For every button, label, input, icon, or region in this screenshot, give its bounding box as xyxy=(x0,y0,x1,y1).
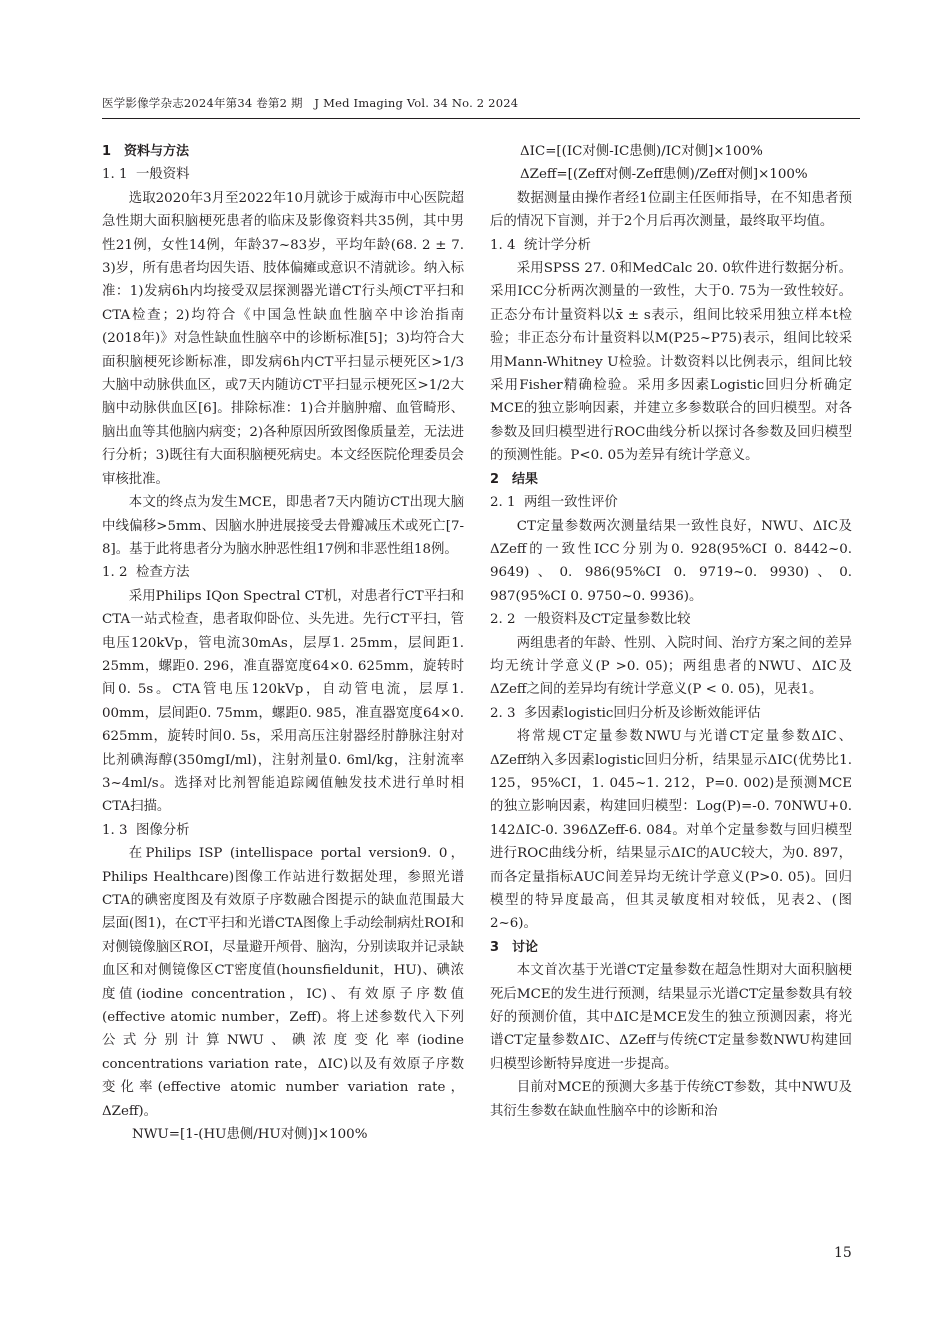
subsection-number: 1. 4 xyxy=(490,237,516,253)
formula: NWU=[1-(HU患侧/HU对侧)]×100% xyxy=(132,1127,368,1143)
paragraph: 采用SPSS 27. 0和MedCalc 20. 0软件进行数据分析。采用ICC分析两次测量的一致性，大于0. 75为一致性较好。正态分布计量资料以x̄ ± s表示，组间比较采用独立样本t检验；非正态分布计量资料以M(P25~P75)表示，组间比较采用Mann-Whitney U检验。计数资料以比例表示，组间比较采用Fisher精确检验。采用多因素Logistic回归分析确定MCE的独立影响因素，并建立多参数联合的回归模型。对各参数及回归模型进行ROC曲线分析以探讨各参数及回归模型的预测性能。P<0. 05为差异有统计学意义。 xyxy=(490,261,852,464)
paragraph: 目前对MCE的预测大多基于传统CT参数，其中NWU及其衍生参数在缺血性脑卒中的诊断和治 xyxy=(490,1080,852,1119)
paragraph: 采用Philips IQon Spectral CT机，对患者行CT平扫和CTA一站式检查，患者取仰卧位、头先进。先行CT平扫，管电压120kVp，管电流30mAs，层厚1. 25mm，层间距1. 25mm，螺距0. 296，准直器宽度64×0. 625mm，旋转时间0. 5s。CTA管电压120kVp，自动管电流，层厚1. 00mm，层间距0. 75mm，螺距0. 985，准直器宽度64×0. 625mm，旋转时间0. 5s，采用高压注射器经肘静脉注射对比剂碘海醇(350mgI/ml)，注射剂量0. 6ml/kg，注射流率3~4ml/s。选择对比剂智能追踪阈值触发技术进行单时相CTA扫描。 xyxy=(102,588,464,815)
paragraph: 本文首次基于光谱CT定量参数在超急性期对大面积脑梗死后MCE的发生进行预测，结果显示光谱CT定量参数具有较好的预测价值，其中ΔIC是MCE发生的独立预测因素，将光谱CT定量参数ΔIC、ΔZeff与传统CT定量参数NWU构建回归模型诊断特异度进一步提高。 xyxy=(490,963,852,1072)
section-heading: 1 资料与方法 xyxy=(102,144,190,159)
subsection-title: 两组一致性评价 xyxy=(524,495,618,511)
subsection-title: 一般资料及CT定量参数比较 xyxy=(524,612,691,628)
subsection-heading xyxy=(102,561,464,584)
subsection-heading xyxy=(102,163,464,186)
subsection-number: 2. 3 xyxy=(490,705,516,721)
paragraph: 选取2020年3月至2022年10月就诊于威海市中心医院超急性期大面积脑梗死患者的临床及影像资料共35例，其中男性21例，女性14例，年龄37~83岁，平均年龄(68. 2 ± 7. 3)岁，所有患者均因失语、肢体偏瘫或意识不清就诊。纳入标准：1)发病6h内均接受双层探测器光谱CT行头颅CT平扫和CTA检查；2)均符合《中国急性缺血性脑卒中诊治指南(2018年)》对急性缺血性脑卒中的诊断标准[5]；3)均符合大面积脑梗死诊断标准，即发病6h内CT平扫显示梗死区>1/3大脑中动脉供血区，或7天内随访CT平扫显示梗死区>1/2大脑中动脉供血区[6]。排除标准：1)合并脑肿瘤、血管畸形、脑出血等其他脑内病变；2)各种原因所致图像质量差，无法进行分析；3)既往有大面积脑梗死病史。本文经医院伦理委员会审核批准。 xyxy=(102,190,464,487)
subsection-heading xyxy=(490,608,852,631)
subsection-heading xyxy=(490,491,852,514)
subsection-number: 2. 2 xyxy=(490,612,516,628)
paragraph: 本文的终点为发生MCE，即患者7天内随访CT出现大脑中线偏移>5mm、因脑水肿进展接受去骨瓣减压术或死亡[7-8]。基于此将患者分为脑水肿恶性组17例和非恶性组18例。 xyxy=(102,495,464,557)
subsection-title: 图像分析 xyxy=(136,822,190,838)
page-number: 15 xyxy=(834,1245,852,1261)
paragraph: 两组患者的年龄、性别、入院时间、治疗方案之间的差异均无统计学意义(P >0. 05)；两组患者的NWU、ΔIC及ΔZeff之间的差异均有统计学意义(P < 0. 05)，见表1。 xyxy=(490,635,852,698)
subsection-title: 一般资料 xyxy=(136,167,190,183)
formula: ΔIC=[(IC对侧-IC患侧)/IC对侧]×100% xyxy=(520,144,763,159)
section-heading: 2 结果 xyxy=(490,471,539,487)
paragraph: 在Philips ISP (intellispace portal version9. 0，Philips Healthcare)图像工作站进行数据处理，参照光谱CTA的碘密度图及有效原子序数融合图提示的缺血范围最大层面(图1)，在CT平扫和光谱CTA图像上手动绘制病灶ROI和对侧镜像脑区ROI，尽量避开颅骨、脑沟，分别读取并记录缺血区和对侧镜像区CT密度值(hounsfieldunit，HU)、碘浓度值(iodine concentration，IC)、有效原子序数值(effective atomic number，Zeff)。将上述参数代入下列公式分别计算NWU、碘浓度变化率(iodine concentrations variation rate，ΔIC)以及有效原子序数变化率(effective atomic number variation rate，ΔZeff)。 xyxy=(102,846,464,1119)
paragraph: 将常规CT定量参数NWU与光谱CT定量参数ΔIC、ΔZeff纳入多因素logistic回归分析，结果显示ΔIC(优势比1. 125，95%CI，1. 045~1. 212，P=0. 002)是预测MCE的独立影响因素，构建回归模型：Log(P)=-0. 70NWU+0. 142ΔIC-0. 396ΔZeff-6. 084。对单个定量参数与回归模型进行ROC曲线分析，结果显示ΔIC的AUC较大，为0. 897，而各定量指标AUC间差异均无统计学意义(P>0. 05)。回归模型的特异度最高，但其灵敏度相对较低，见表2、(图2~6)。 xyxy=(490,729,852,932)
running-header: 医学影像学杂志2024年第34 卷第2 期 J Med Imaging Vol. 34 No. 2 2024 xyxy=(102,96,519,110)
section-heading: 3 讨论 xyxy=(490,939,539,955)
right-column xyxy=(490,140,852,1123)
subsection-heading xyxy=(490,702,852,725)
subsection-heading xyxy=(102,819,464,842)
subsection-heading xyxy=(490,234,852,257)
paragraph: CT定量参数两次测量结果一致性良好，NWU、ΔIC及ΔZeff的一致性ICC分别为0. 928(95%CI 0. 8442~0. 9649)、0. 986(95%CI 0. 9719~0. 9930)、0. 987(95%CI 0. 9750~0. 9936)。 xyxy=(490,518,852,604)
subsection-title: 多因素logistic回归分析及诊断效能评估 xyxy=(524,705,761,721)
paragraph: 数据测量由操作者经1位副主任医师指导，在不知患者预后的情况下盲测，并于2个月后再次测量，最终取平均值。 xyxy=(490,190,852,230)
subsection-number: 1. 1 xyxy=(102,167,128,183)
subsection-number: 1. 3 xyxy=(102,822,128,838)
formula: ΔZeff=[(Zeff对侧-Zeff患侧)/Zeff对侧]×100% xyxy=(520,167,808,183)
subsection-number: 1. 2 xyxy=(102,565,128,581)
subsection-title: 检查方法 xyxy=(136,565,190,581)
subsection-title: 统计学分析 xyxy=(524,237,591,253)
header-rule xyxy=(102,118,860,119)
left-column xyxy=(102,140,464,1146)
subsection-number: 2. 1 xyxy=(490,495,516,511)
